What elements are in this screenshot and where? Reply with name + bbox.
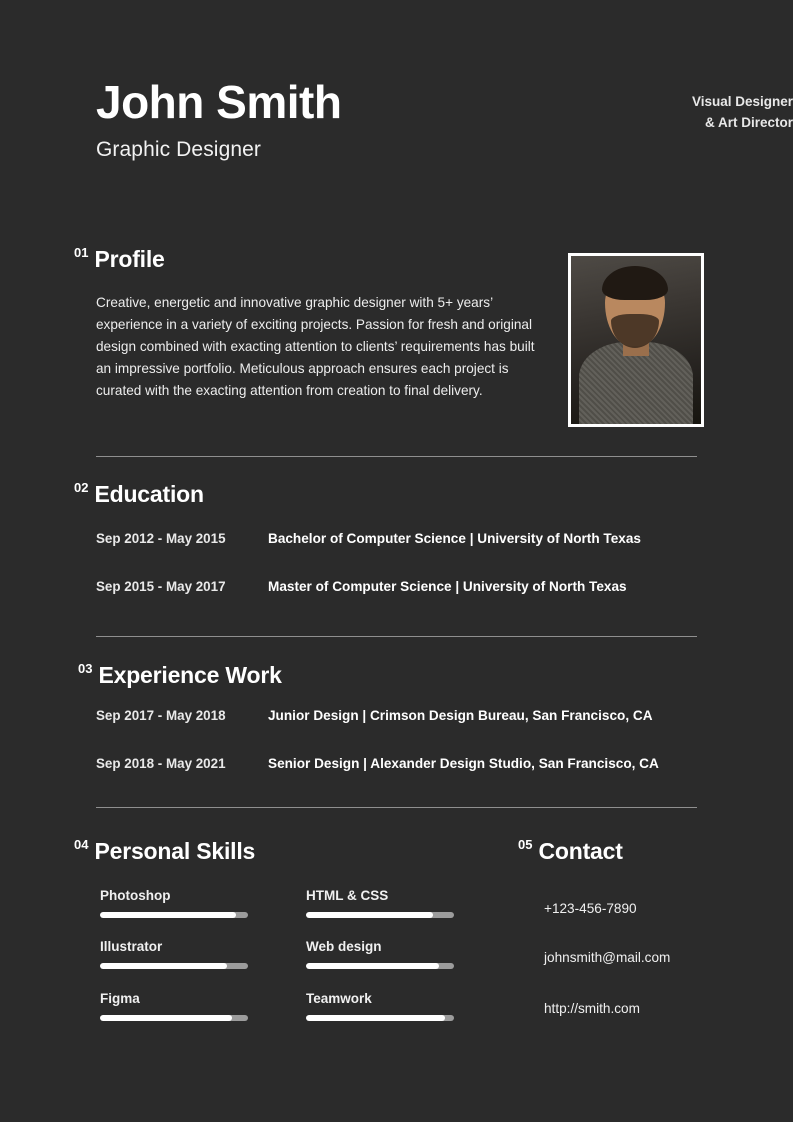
entry-date: Sep 2017 - May 2018 [96, 708, 226, 723]
skill-label: Teamwork [306, 991, 372, 1006]
skill-item [306, 939, 454, 969]
skill-item [100, 991, 248, 1021]
section-heading-education [74, 481, 204, 508]
contact-email[interactable]: johnsmith@mail.com [544, 950, 671, 965]
divider [96, 636, 697, 637]
section-title: Contact [538, 838, 623, 864]
section-number: 04 [74, 837, 89, 852]
list-item [96, 708, 653, 723]
section-number: 05 [518, 837, 533, 852]
section-number: 03 [78, 661, 93, 676]
entry-date: Sep 2015 - May 2017 [96, 579, 226, 594]
avatar [568, 253, 704, 427]
list-item [96, 756, 659, 771]
skill-bar [306, 963, 454, 969]
skill-bar [306, 1015, 454, 1021]
section-number: 01 [74, 245, 89, 260]
skill-bar-fill [100, 912, 236, 918]
section-number: 02 [74, 480, 89, 495]
tagline-line-1: Visual Designer [691, 94, 793, 109]
contact-website[interactable]: http://smith.com [544, 1001, 640, 1016]
skill-bar-fill [306, 1015, 445, 1021]
skill-bar [100, 912, 248, 918]
divider [96, 807, 697, 808]
skill-item [100, 939, 248, 969]
skill-bar [306, 912, 454, 918]
skill-item [306, 991, 454, 1021]
section-title: Experience Work [98, 662, 282, 688]
section-heading-skills [74, 838, 255, 865]
entry-description: Bachelor of Computer Science | University of North Texas [268, 531, 641, 546]
skill-item [306, 888, 454, 918]
section-heading-contact [518, 838, 623, 865]
entry-description: Master of Computer Science | University of North Texas [268, 579, 627, 594]
skill-bar-fill [306, 912, 433, 918]
section-heading-profile [74, 246, 165, 273]
entry-date: Sep 2018 - May 2021 [96, 756, 226, 771]
divider [96, 456, 697, 457]
portrait-photo [571, 256, 701, 424]
profile-paragraph: Creative, energetic and innovative graphic designer with 5+ years’ experience in a variety of exciting projects. Passion for fresh and original design combined with exacting attention to clients’ requirements has built an impressive portfolio. Meticulous approach ensures each project is curated with the exacting attention from creation to final delivery. [96, 295, 535, 399]
tagline-line-2: & Art Director [704, 114, 793, 130]
contact-phone[interactable]: +123-456-7890 [544, 901, 637, 916]
skill-label: Illustrator [100, 939, 163, 954]
skill-bar [100, 963, 248, 969]
list-item [96, 579, 627, 594]
section-title: Profile [94, 246, 165, 272]
entry-description: Senior Design | Alexander Design Studio, San Francisco, CA [268, 756, 659, 771]
skill-label: Web design [306, 939, 382, 954]
skill-item [100, 888, 248, 918]
section-title: Personal Skills [94, 838, 256, 864]
section-title: Education [94, 481, 204, 507]
skill-bar-fill [306, 963, 439, 969]
entry-date: Sep 2012 - May 2015 [96, 531, 226, 546]
section-heading-experience [78, 662, 282, 689]
header-tagline [563, 92, 793, 134]
skill-label: Figma [100, 991, 140, 1006]
skill-label: Photoshop [100, 888, 171, 903]
entry-description: Junior Design | Crimson Design Bureau, San Francisco, CA [268, 708, 653, 723]
portrait-hair [602, 266, 668, 300]
page-title: John Smith [96, 76, 342, 128]
job-title: Graphic Designer [96, 138, 262, 162]
skill-label: HTML & CSS [306, 888, 389, 903]
skill-bar-fill [100, 963, 227, 969]
list-item [96, 531, 641, 546]
skill-bar-fill [100, 1015, 232, 1021]
skill-bar [100, 1015, 248, 1021]
